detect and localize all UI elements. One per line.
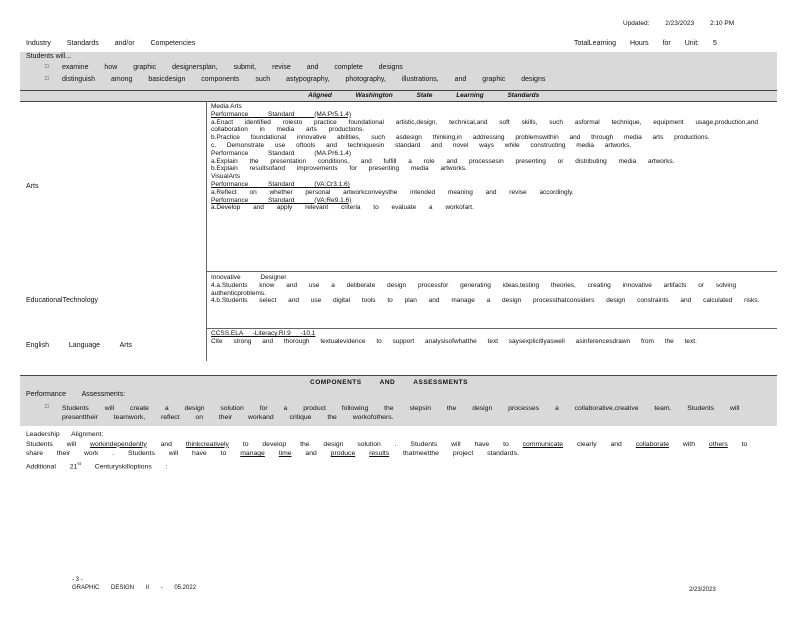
standard-line: Performance Standard (VA:Re9.1.6) bbox=[211, 196, 352, 204]
row-label-arts: Arts bbox=[26, 183, 39, 190]
standard-line: Performance Standard (MA:Pr5.1.4) bbox=[211, 110, 352, 118]
footer-date: 2/23/2023 bbox=[689, 587, 716, 593]
ela-standards-cell bbox=[211, 330, 771, 346]
row-divider bbox=[207, 271, 777, 272]
standards-table bbox=[20, 101, 777, 361]
course-name: GRAPHIC DESIGN II - 05.2022 bbox=[72, 585, 197, 591]
bullet-icon: □ bbox=[45, 64, 49, 70]
standard-line: b.Practice foundational innovative abilities, such asdesign thinking,in addressing problemswithin and through media arts productions. bbox=[211, 134, 710, 142]
updated-stamp bbox=[623, 20, 748, 27]
standard-line: b.Explain resultsofand improvements for presenting media artworks. bbox=[211, 165, 467, 173]
page-number: - 3 - bbox=[72, 577, 83, 583]
aligned-standards-title: Aligned Washington State Learning Standards bbox=[308, 92, 540, 99]
standard-line: a.Develop and apply relevant criteria to evaluate a workofart. bbox=[211, 204, 474, 212]
students-will-title: Students will... bbox=[26, 53, 72, 60]
updated-date: 2/23/2023 bbox=[665, 20, 695, 27]
components-title: COMPONENTS AND ASSESSMENTS bbox=[310, 379, 468, 386]
leadership-text: Students will workindependently and thinkcreatively to develop the design solution . Students will have to communicate clearly and collaborate with others to share their work . Students will have to manage time and produce results thatmeetthe project standards. bbox=[26, 440, 748, 457]
standard-line: a.Enact identified rolesto practice foundational artistic,design, technical,and soft skills, such asformal technique, equipment usage,production,and collaboration in media arts productions. bbox=[211, 118, 758, 134]
standard-line: 4.a.Students know and use a deliberate design processfor generating ideas,testing theories, creating innovative artifacts or solving authenticproblems. bbox=[211, 281, 737, 297]
footer-left bbox=[72, 576, 196, 592]
standard-line: Innovative Designer bbox=[211, 274, 287, 281]
standard-line: Media Arts bbox=[211, 103, 242, 110]
updated-time: 2:10 PM bbox=[709, 20, 735, 27]
updated-label: Updated: bbox=[623, 20, 650, 27]
row-label-edtech: EducationalTechnology bbox=[26, 297, 98, 304]
row-label-ela: English Language Arts bbox=[26, 342, 133, 349]
leadership-title: Leadership Alignment: bbox=[26, 431, 104, 438]
standard-line: a.Explain the presentation conditions, and fulfill a role and processesin presenting or distributing media artworks. bbox=[211, 157, 675, 165]
learning-hours: TotalLearning Hours for Unit: 5 bbox=[574, 40, 717, 47]
arts-standards-cell bbox=[211, 103, 771, 212]
standard-line: Cite strong and thorough textualevidence to support analysisofwhatthe text saysexplicitlyaswell asinferencesdrawn from the text. bbox=[211, 337, 697, 345]
performance-text: Students will create a design solution for a product following the stepsin the design processes a collaborative,creative team. Students will presenttheir teamwork, reflect on their workand critique the workofothers. bbox=[62, 405, 740, 421]
leadership-section bbox=[26, 430, 778, 471]
bullet-icon: □ bbox=[45, 404, 49, 410]
students-will-item: distinguish among basicdesign components such astypography, photography, illustrations, and graphic designs bbox=[62, 76, 546, 83]
bullet-icon: □ bbox=[45, 76, 49, 82]
standard-line: Performance Standard (MA:Pr6.1.4) bbox=[211, 149, 352, 157]
column-divider bbox=[206, 101, 207, 361]
standard-line: a.Reflect on whether personal artworkconveysthe intended meaning and revise accordingly. bbox=[211, 188, 574, 196]
standard-line: c. Demonstrate use oftools and techniquesin standard and novel ways while constructing media artworks. bbox=[211, 141, 632, 149]
standard-line: 4.b.Students select and use digital tools to plan and manage a design processthatconsiders design constraints and calculated risks. bbox=[211, 297, 760, 305]
edtech-standards-cell bbox=[211, 274, 771, 305]
standard-line: Performance Standard (VA:Cr3.1.6) bbox=[211, 180, 350, 188]
performance-box bbox=[20, 390, 777, 426]
standard-line: CCSS.ELA -Literacy.RI.9 -10.1 bbox=[211, 330, 316, 337]
students-will-box bbox=[20, 52, 777, 90]
competencies-heading: Industry Standards and/or Competencies bbox=[26, 40, 196, 47]
standard-line: VisualArts bbox=[211, 173, 241, 181]
components-bar bbox=[20, 375, 777, 391]
performance-title: Performance Assessments: bbox=[26, 391, 126, 398]
students-will-item: examine how graphic designersplan, submit, revise and complete designs bbox=[62, 64, 403, 71]
row-divider bbox=[207, 328, 777, 329]
additional-skills: Additional 21st Centuryskilloptions : bbox=[26, 460, 168, 470]
